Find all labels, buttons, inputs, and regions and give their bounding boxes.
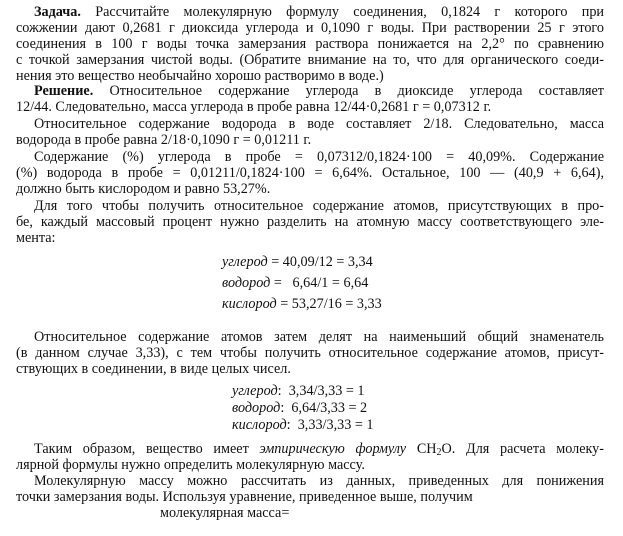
hydrogen-line-2: водорода в пробе равна 2/18·0,1090 г = 0,01211 г. [16,132,312,148]
int-ratio-row-hydrogen: водород: 6,64/3,33 = 2 [232,400,368,416]
divide-line-3: ствующих в соединении, в виде целых чисел. [16,361,291,377]
empirical-line-1: Таким образом, вещество имеет эмпирическую формулу $CH_2O$. Для расчета молеку- [34,441,604,458]
ratio-row-hydrogen: водород = 6,64/1 = 6,64 [222,275,369,291]
molar-line-1: Молекулярную массу можно рассчитать из данных, приведенных для понижения [34,473,604,489]
task-line-3: соединения в 100 г воды точка замерзания раствора понижается на 2,2° по сравнению [16,36,604,52]
formula-lhs: молекулярная масса= [160,505,290,521]
molar-line-2: точки замерзания воды. Используя уравнение, приведенное выше, получим [16,489,473,505]
percent-line-3: должно быть кислородом и равно 53,27%. [16,181,271,197]
divide-line-1: Относительное содержание атомов затем делят на наименьший общий знаменатель [34,329,604,345]
int-ratio-row-carbon: углерод: 3,34/3,33 = 1 [232,383,365,399]
task-line-5: нения это вещество необычайно хорошо растворимо в воде.) [16,68,384,84]
atoms-line-1: Для того чтобы получить относительное содержание атомов, присутствующих в про- [34,198,604,214]
task-title: Задача. [34,4,81,20]
task-line-1: Задача. Рассчитайте молекулярную формулу соединения, 0,1824 г которого при [34,4,605,20]
int-ratio-row-oxygen: кислород: 3,33/3,33 = 1 [232,417,374,433]
solution-line-1: Решение. Относительное содержание углерода в диоксиде углерода составляет [34,83,604,99]
ratio-row-oxygen: кислород = 53,27/16 = 3,33 [222,296,382,312]
atoms-line-2: бе, каждый массовый процент нужно разделить на атомную массу соответствующего эле- [16,214,604,230]
percent-line-2: (%) водорода в пробе = 0,01211/0,1824·100 = 6,64%. Остальное, 100 — (40,9 + 6,64), [16,165,604,181]
percent-line-1: Содержание (%) углерода в пробе = 0,07312/0,1824·100 = 40,09%. Содержание [34,149,604,165]
solution-title: Решение. [34,83,94,99]
task-line-4: с точкой замерзания чистой воды. (Обратите внимание на то, что для органического соеди- [16,52,604,68]
hydrogen-line-1: Относительное содержание водорода в воде составляет 2/18. Следовательно, масса [34,116,604,132]
divide-line-2: (в данном случае 3,33), с тем чтобы получить относительное содержание атомов, присут- [16,345,604,361]
task-line-2: сожжении дают 0,2681 г диоксида углерода и 0,1090 г воды. При растворении 25 г этого [16,20,604,36]
atoms-line-3: мента: [16,230,56,246]
empirical-line-2: лярной формулы нужно определить молекулярную массу. [16,457,365,473]
ratio-row-carbon: углерод = 40,09/12 = 3,34 [222,254,373,270]
solution-line-2: 12/44. Следовательно, масса углерода в пробе равна 12/44·0,2681 г = 0,07312 г. [16,99,492,115]
